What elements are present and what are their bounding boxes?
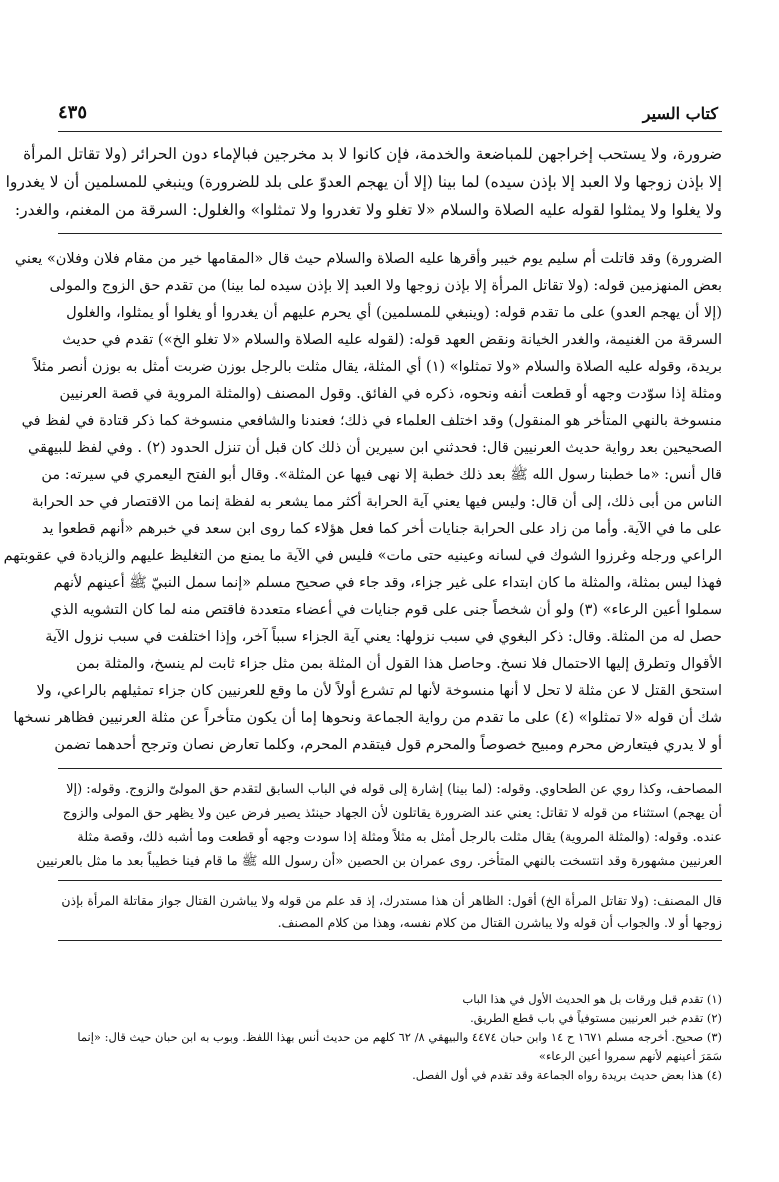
commentary-line: عنده. وقوله: (والمثلة المروية) يقال مثلت بالرجل أمثل به مثلاً ومثلة إذا سودت وجهه أو قطعت وما أشبه ذلك، وقصة مثلة [77,830,722,845]
commentary-line: حصل له من المثلة. وقال: ذكر البغوي في سبب نزولها: يعني آية الجزاء سبباً آخر، وإذا اختلفت في سبب نزول الآية [45,629,722,645]
commentary-line: (إلا أن يهجم العدو) على ما تقدم قوله: (وينبغي للمسلمين) أي يحرم عليهم أن يغدروا أو يغلوا أو يمثلوا، والغلول [66,305,722,321]
footnote-4: (٤) هذا بعض حديث بريدة رواه الجماعة وقد تقدم في أول الفصل. [412,1068,722,1082]
header-rule [58,131,722,132]
footnote-1: (١) تقدم قبل ورقات بل هو الحديث الأول في هذا الباب [462,992,722,1006]
main-text-line: ولا يغلوا ولا يمثلوا لقوله عليه الصلاة والسلام «لا تغلو ولا تغدروا ولا تمثلوا» والغلول: السرقة من المغنم، والغدر: [14,201,722,219]
commentary-line: بريدة، وقوله عليه الصلاة والسلام «ولا تمثلوا» (١) أي المثلة، يقال مثلت بالرجل بوزن ضربت أمثل به بوزن أنصر مثلاً [33,359,722,375]
section-divider [58,880,722,881]
commentary-line: قال أنس: «ما خطبنا رسول الله ﷺ بعد ذلك خطبة إلا نهى فيها عن المثلة». وقال أبو الفتح اليعمري في سيرته: من [41,467,722,483]
commentary-line: الراعي ورجله وغرزوا الشوك في لسانه وعينيه حتى مات» فليس في الآية ما يمنع من التغليظ عليهم والزيادة في عقوبتهم [3,548,722,564]
footnote-2: (٢) تقدم خبر العرنيين مستوفياً في باب قطع الطريق. [470,1011,722,1025]
page-header [58,100,718,130]
commentary-line: سملوا أعين الرعاء» (٣) ولو أن شخصاً جنى على قوم جنايات في أعضاء متعددة فاقتص منه لما كان التشويه الذي [50,602,722,618]
commentary-section-2 [36,778,722,874]
commentary-section-1 [3,246,722,759]
commentary-line: على ما في الآية. وأما من زاد على الحرابة جنايات أخر كما فعل هؤلاء كما روى ابن سعد في خبرهم «أنهم قطعوا يد [41,521,722,537]
main-text-line: إلا بإذن زوجها ولا العبد إلا بإذن سيده) لما بينا (إلا أن يهجم العدوّ على بلد للضرورة) وينبغي للمسلمين أن لا يغدروا [5,173,722,191]
commentary-line: أن يهجم) استثناء من قوله لا تقاتل: يعني عند الضرورة يقاتلون لأن الجهاد حينئذ يصير فرض عين ولا يظهر حق المولى والزوج [62,806,722,821]
commentary-line: منسوخة بالنهي المتأخر هو المنقول) وقد اختلف العلماء في ذلك؛ فعندنا والشافعي منسوخة كما ذكر قتادة في لفظ في [21,413,722,429]
commentary-line: الأقوال وتطرق إليها الاحتمال فلا نسخ. وحاصل هذا القول أن المثلة بمن مثل جزاء ثابت لم ينسخ، والمثلة بمن [76,656,722,672]
commentary-line: الناس من أبى ذلك، إلى أن قال: وليس فيها يعني آية الحرابة أكثر مما يشعر به لفظة إنما من الاقتصار في حد الحرابة [31,494,722,510]
commentary-line: الضرورة) وقد قاتلت أم سليم يوم خيبر وأقرها عليه الصلاة والسلام حيث قال «المقامها خير من مقام فلان وفلان» يعني [14,251,722,267]
commentary-line: ومثلة إذا سوّدت وجهه أو قطعت أنفه ونحوه، ذكره في الفائق. وقول المصنف (والمثلة المروية في قصة العرنيين [59,386,722,402]
footnotes [58,990,722,1085]
commentary-line: استحق القتل لا عن مثلة لا تحل لا أنها منسوخة لأنها لم تشرع أولاً لأن ما وقع للعرنيين كان جزاء تمثيلهم بالراعي، ولا [36,683,722,699]
footnote-3-continued: سَمَرَ أعينهم لأنهم سمروا أعين الرعاء» [538,1049,722,1063]
commentary-line: شك أن قوله «لا تمثلوا» (٤) على ما تقدم من رواية الجماعة ونحوها إما أن يكون متأخراً عن مثلة العرنيين فظاهر نسخها [13,710,722,726]
section-divider [58,768,722,769]
commentary-line: السرقة من الغنيمة، والغدر الخيانة ونقض العهد قوله: (لقوله عليه الصلاة والسلام «لا تغلو الخ») تقدم في حديث [62,332,722,348]
commentary-line: أو لا يدري فيتعارض محرم ومبيح خصوصاً والمحرم قول فيتقدم المحرم، وكلما تعارض نصان وترجح أحدهما تضمن [54,737,722,753]
main-text [5,140,722,224]
main-text-line: ضرورة، ولا يستحب إخراجهن للمباضعة والخدمة، فإن كانوا لا بد مخرجين فبالإماء دون الحرائر (ولا تقاتل المرأة [23,145,722,163]
commentary-section-3 [58,890,722,934]
footnote-divider [58,940,722,941]
page-number: ٤٣٥ [58,102,88,123]
commentary-line: قال المصنف: (ولا تقاتل المرأة الخ) أقول: الظاهر أن هذا مستدرك، إذ قد علم من قوله ولا يباشرن القتال جواز مقاتلة المرأة بإذن [61,893,722,908]
commentary-line: زوجها أو لا. والجواب أن قوله ولا يباشرن القتال من كلام نفسه، وهذا من كلام المصنف. [277,915,722,930]
commentary-line: العرنيين مشهورة وقد انتسخت بالنهي المتأخر. روى عمران بن الحصين «أن رسول الله ﷺ ما قام فينا خطيباً بعد ما مثل بالعرنيين [36,854,722,869]
footnote-3: (٣) صحيح. أخرجه مسلم ١٦٧١ ح ١٤ وابن حبان ٤٤٧٤ والبيهقي ٨/ ٦٢ كلهم من حديث أنس بهذا اللفظ. وبوب به ابن حبان حيث قال: «إنما [77,1030,722,1044]
commentary-line: فهذا ليس بمثلة، والمثلة ما كان ابتداء على غير جزاء، وقد جاء في صحيح مسلم «إنما سمل النبيّ ﷺ أعينهم لأنهم [53,575,722,591]
section-divider [58,233,722,234]
commentary-line: بعض المنهزمين قوله: (ولا تقاتل المرأة إلا بإذن زوجها ولا العبد إلا بإذن سيده لما بينا) من تقدم حق الزوج والمولى [49,278,722,294]
running-title: كتاب السير [642,104,718,123]
commentary-line: الصحيحين بعد رواية حديث العرنيين قال: فحدثني ابن سيرين أن ذلك كان قبل أن تنزل الحدود (٢) . وفي لفظ للبيهقي [27,440,722,456]
commentary-line: المصاحف، وكذا روي عن الطحاوي. وقوله: (لما بينا) إشارة إلى قوله في الباب السابق لتقدم حق المولىّ والزوج. وقوله: (إلا [66,782,722,797]
